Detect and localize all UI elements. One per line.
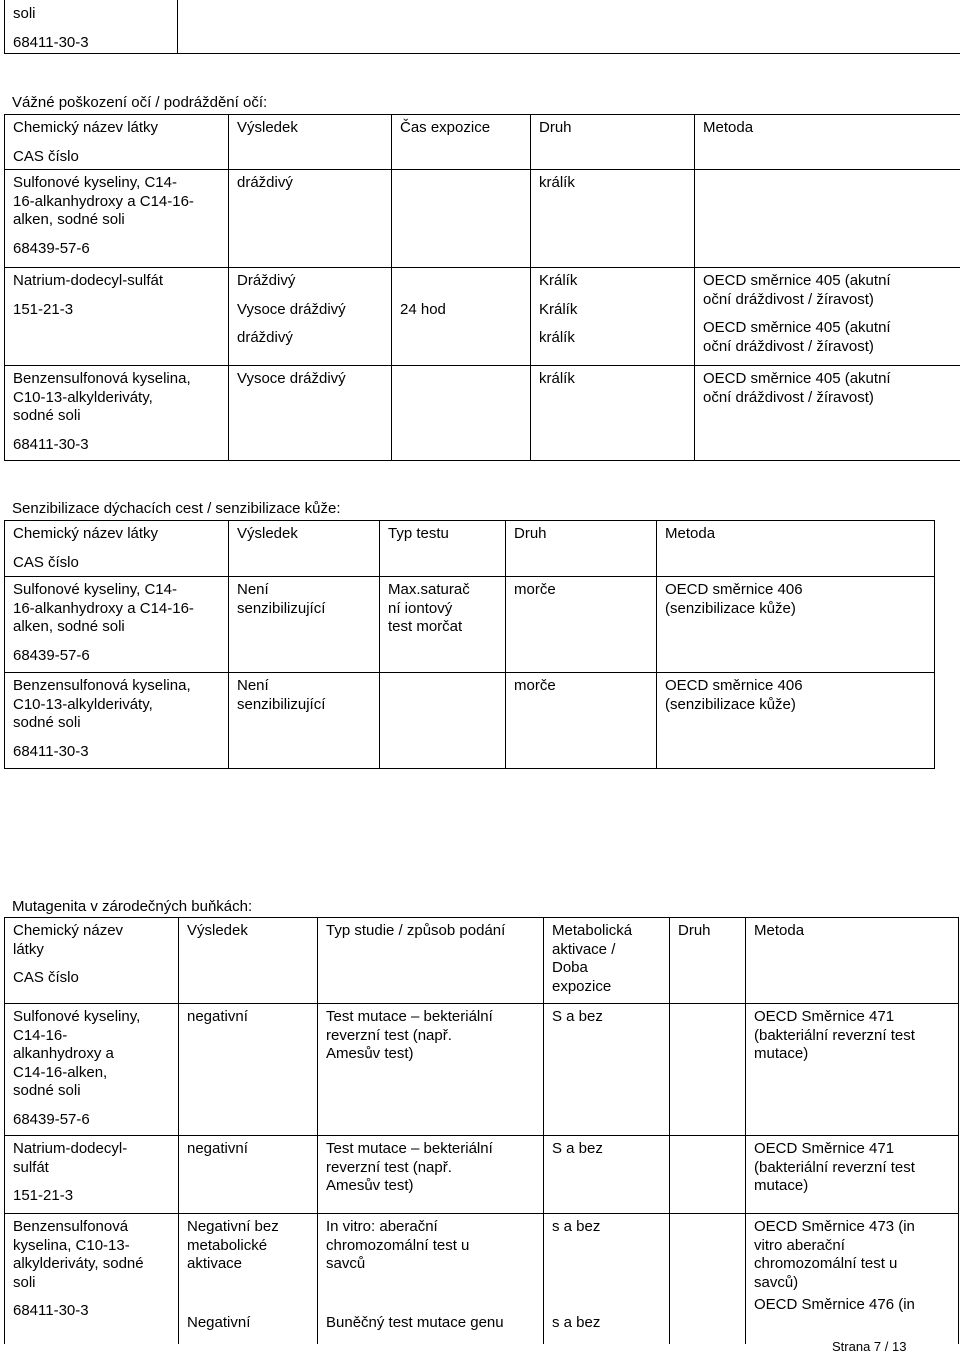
sens-header-species: Druh — [506, 521, 657, 577]
muta-row-3-result: Negativní bez metabolické aktivace Negativní — [179, 1214, 318, 1344]
eye-row-1-time — [392, 170, 531, 268]
top-cell — [5, 0, 178, 53]
sens-row-1-method: OECD směrnice 406 (senzibilizace kůže) — [657, 577, 935, 673]
eye-row-3 — [5, 366, 960, 461]
eye-row-1-species: králík — [531, 170, 695, 268]
eye-header-chem: Chemický název látky CAS číslo — [5, 115, 229, 170]
eye-header-time: Čas expozice — [392, 115, 531, 170]
muta-header-chem: Chemický název látky CAS číslo — [5, 918, 179, 1004]
eye-row-1-chem: Sulfonové kyseliny, C14- 16-alkanhydroxy a C14-16- alken, sodné soli 68439-57-6 — [5, 170, 229, 268]
muta-header-result: Výsledek — [179, 918, 318, 1004]
sens-header-test: Typ testu — [380, 521, 506, 577]
sens-row-1-result: Není senzibilizující — [229, 577, 380, 673]
sens-row-2-result: Není senzibilizující — [229, 673, 380, 769]
muta-row-3-chem: Benzensulfonová kyselina, C10-13- alkylderiváty, sodné soli 68411-30-3 — [5, 1214, 179, 1344]
eye-row-2-time: 24 hod — [392, 268, 531, 366]
muta-row-1 — [5, 1004, 959, 1136]
muta-section-title: Mutagenita v zárodečných buňkách: — [12, 898, 252, 917]
sens-header-method: Metoda — [657, 521, 935, 577]
eye-row-2-species: Králík Králík králík — [531, 268, 695, 366]
sens-header-result: Výsledek — [229, 521, 380, 577]
muta-header-activation: Metabolická aktivace / Doba expozice — [544, 918, 670, 1004]
muta-header-row — [5, 918, 959, 1004]
muta-row-1-result: negativní — [179, 1004, 318, 1136]
sens-row-1-test: Max.saturač ní iontový test morčat — [380, 577, 506, 673]
page-number: Strana 7 / 13 — [832, 1338, 906, 1357]
muta-header-species: Druh — [670, 918, 746, 1004]
muta-row-2-result: negativní — [179, 1136, 318, 1214]
eye-row-2-method: OECD směrnice 405 (akutní oční dráždivost / žíravost) OECD směrnice 405 (akutní oční dráždivost / žíravost) — [695, 268, 960, 366]
muta-row-2-method: OECD Směrnice 471 (bakteriální reverzní test mutace) — [746, 1136, 959, 1214]
sens-row-2-test — [380, 673, 506, 769]
muta-row-2-chem: Natrium-dodecyl- sulfát 151-21-3 — [5, 1136, 179, 1214]
eye-header-method: Metoda — [695, 115, 960, 170]
sens-row-2-method: OECD směrnice 406 (senzibilizace kůže) — [657, 673, 935, 769]
muta-row-2-activation: S a bez — [544, 1136, 670, 1214]
eye-row-2 — [5, 268, 960, 366]
muta-row-1-species — [670, 1004, 746, 1136]
muta-table — [4, 917, 959, 1344]
sens-row-1-species: morče — [506, 577, 657, 673]
top-text-soli: soli — [13, 5, 177, 24]
sens-header-chem: Chemický název látky CAS číslo — [5, 521, 229, 577]
sens-header-row — [5, 521, 935, 577]
eye-row-3-result: Vysoce dráždivý — [229, 366, 392, 461]
eye-table — [4, 114, 960, 461]
sens-row-1-chem: Sulfonové kyseliny, C14- 16-alkanhydroxy a C14-16- alken, sodné soli 68439-57-6 — [5, 577, 229, 673]
eye-row-3-chem: Benzensulfonová kyselina, C10-13-alkylderiváty, sodné soli 68411-30-3 — [5, 366, 229, 461]
eye-row-3-species: králík — [531, 366, 695, 461]
muta-row-3 — [5, 1214, 959, 1344]
muta-row-1-study: Test mutace – bekteriální reverzní test (např. Amesův test) — [318, 1004, 544, 1136]
muta-row-1-method: OECD Směrnice 471 (bakteriální reverzní test mutace) — [746, 1004, 959, 1136]
eye-header-row — [5, 115, 960, 170]
eye-row-2-chem: Natrium-dodecyl-sulfát 151-21-3 — [5, 268, 229, 366]
muta-row-1-activation: S a bez — [544, 1004, 670, 1136]
muta-row-1-chem: Sulfonové kyseliny, C14-16- alkanhydroxy a C14-16-alken, sodné soli 68439-57-6 — [5, 1004, 179, 1136]
muta-header-method: Metoda — [746, 918, 959, 1004]
sens-table — [4, 520, 935, 769]
sens-row-2 — [5, 673, 935, 769]
sens-row-2-species: morče — [506, 673, 657, 769]
top-empty-cell — [178, 0, 960, 53]
muta-row-2-species — [670, 1136, 746, 1214]
eye-row-2-result: Dráždivý Vysoce dráždivý dráždivý — [229, 268, 392, 366]
eye-row-1-method — [695, 170, 960, 268]
top-text-cas: 68411-30-3 — [13, 34, 177, 53]
eye-row-1-result: dráždivý — [229, 170, 392, 268]
top-partial-table — [4, 0, 960, 54]
sens-section-title: Senzibilizace dýchacích cest / senzibilizace kůže: — [12, 500, 341, 519]
eye-row-3-time — [392, 366, 531, 461]
sens-row-1 — [5, 577, 935, 673]
muta-row-2-study: Test mutace – bekteriální reverzní test (např. Amesův test) — [318, 1136, 544, 1214]
eye-section-title: Vážné poškození očí / podráždění očí: — [12, 94, 267, 113]
eye-row-1 — [5, 170, 960, 268]
eye-header-species: Druh — [531, 115, 695, 170]
muta-row-3-method: OECD Směrnice 473 (in vitro aberační chromozomální test u savců) OECD Směrnice 476 (in — [746, 1214, 959, 1344]
eye-header-result: Výsledek — [229, 115, 392, 170]
muta-row-3-activation: s a bez s a bez — [544, 1214, 670, 1344]
muta-row-3-study: In vitro: aberační chromozomální test u savců Buněčný test mutace genu — [318, 1214, 544, 1344]
eye-row-3-method: OECD směrnice 405 (akutní oční dráždivost / žíravost) — [695, 366, 960, 461]
muta-header-study: Typ studie / způsob podání — [318, 918, 544, 1004]
sens-row-2-chem: Benzensulfonová kyselina, C10-13-alkylderiváty, sodné soli 68411-30-3 — [5, 673, 229, 769]
muta-row-2 — [5, 1136, 959, 1214]
muta-row-3-species — [670, 1214, 746, 1344]
